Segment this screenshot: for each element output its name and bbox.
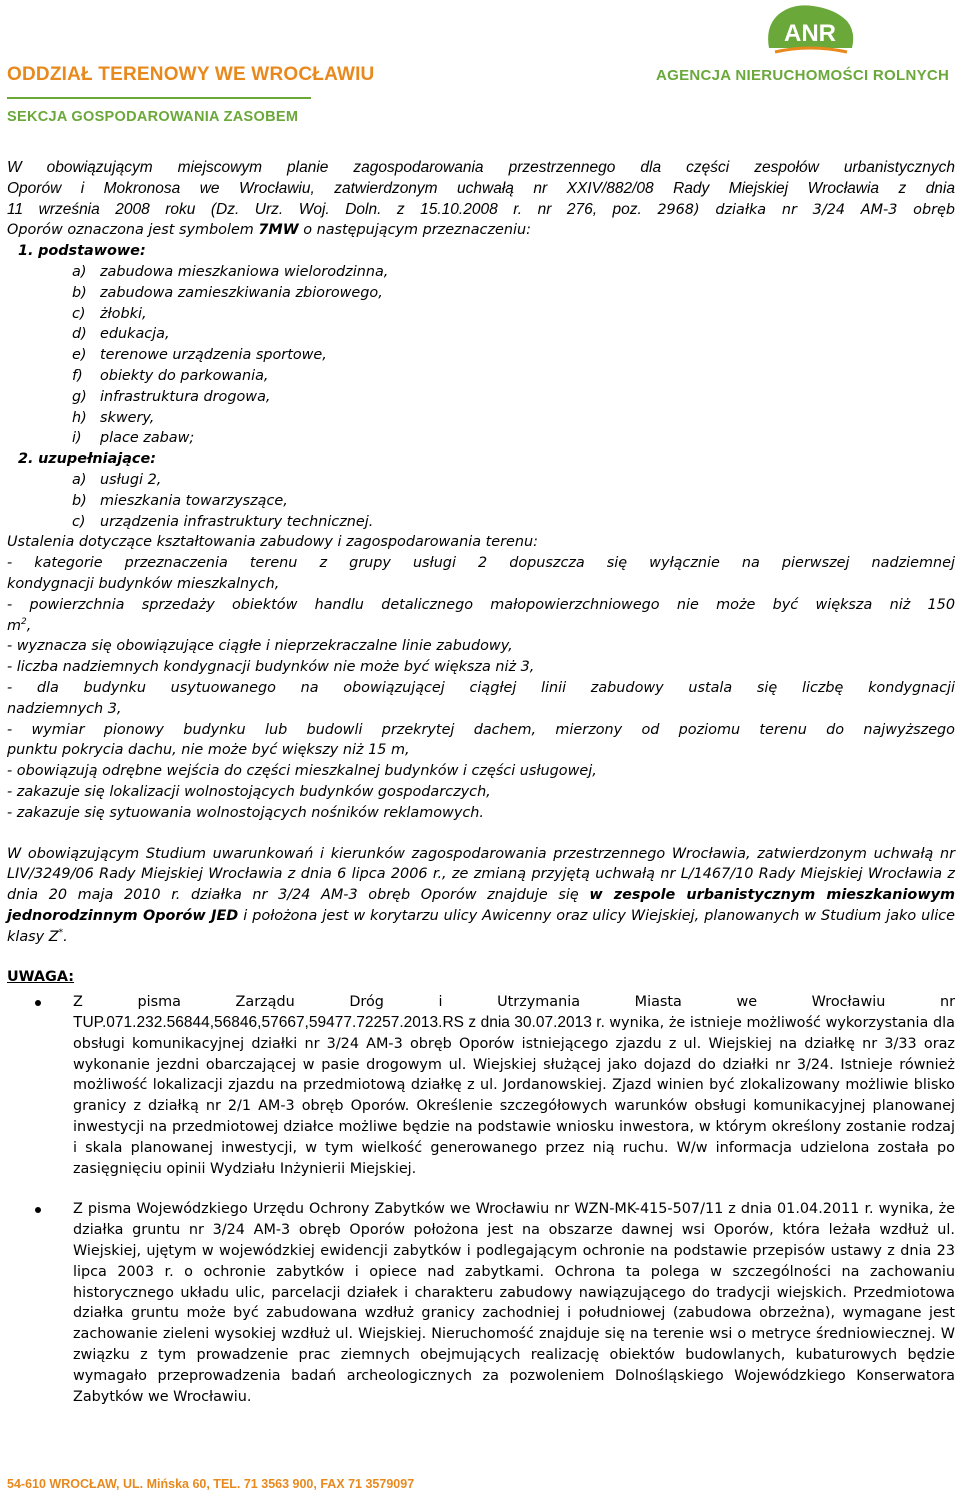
list-item-text: żłobki, — [100, 305, 147, 322]
uwaga-item-monuments — [7, 1199, 955, 1407]
logo-text: ANR — [784, 20, 836, 47]
bullet-icon — [35, 1207, 41, 1213]
list-item-letter: a) — [72, 471, 87, 488]
list-item-text: skwery, — [100, 409, 155, 426]
list-item-letter: b) — [72, 492, 87, 509]
header-left — [7, 64, 374, 125]
list-item — [7, 408, 955, 429]
rule-8: - zakazuje się lokalizacji wolnostojących budynków gospodarczych, — [7, 783, 491, 800]
list-item — [7, 366, 955, 387]
plan-line-3: 11 września 2008 roku (Dz. Urz. Woj. Doln. z 15.10.2008 r. nr 276, poz. 2968) działka nr 3/24 AM-3 obręb — [7, 200, 955, 218]
list-item-text: usługi 2, — [100, 471, 162, 488]
rule-3: - wyznacza się obowiązujące ciągłe i nieprzekraczalne linie zabudowy, — [7, 638, 513, 655]
group-supplementary-heading: 2. uzupełniające: — [18, 451, 156, 468]
list-item — [7, 304, 955, 325]
group-basic-heading: 1. podstawowe: — [18, 243, 146, 260]
rule-1b: kondygnacji budynków mieszkalnych, — [7, 575, 280, 592]
list-item-letter: b) — [72, 284, 87, 301]
studium-paragraph: W obowiązującym Studium uwarunkowań i kierunków zagospodarowania przestrzennego Wrocławia, zatwierdzonym uchwałą nr LIV/3249/06 Rady Miejskiej Wrocławia z dnia 6 lipca 2006 r., ze zmianą przyjętą uchwałą nr L/1467/10 Rady Miejskiej Wrocławia z dnia 20 maja 2010 r. działka nr 3/24 AM-3 obręb Oporów znajduje się w zespole urbanistycznym mieszkaniowym jednorodzinnym Oporów JED i położona jest w korytarzu ulicy Awicenny oraz ulicy Wiejskiej, planowanych w Studium jako ulice klasy Z*. — [7, 845, 956, 945]
document-body — [7, 158, 955, 1407]
list-item-text: zabudowa zamieszkiwania zbiorowego, — [100, 284, 383, 301]
list-item-text: terenowe urządzenia sportowe, — [100, 347, 327, 364]
group-supplementary-list — [7, 470, 955, 532]
list-item-text: mieszkania towarzyszące, — [100, 492, 288, 509]
list-item-letter: d) — [72, 326, 87, 343]
studium-zone: w zespole urbanistycznym mieszkaniowym jednorodzinnym Oporów JED — [7, 887, 955, 924]
list-item-text: place zabaw; — [100, 430, 195, 447]
uwaga-item-roads-text: TUP.071.232.56844,56846,57667,59477.72257.2013.RS z dnia 30.07.2013 r. wynika, że istnieje możliwość wykorzystania dla obsługi komunikacyjnej działki nr 3/24 AM-3 obręb Oporów istniejącego zjazdu z ul. Wiejskiej na działkę nr 3/33 oraz wykonanie jezdni obarczającej w pasie drogowym ul. Wiejskiej służącej jako dojazd do działki nr 3/24. Istnieje również możliwość lokalizacji zjazdu na przedmiotową działkę z ul. Jordanowskiej. Zjazd winien być zlokalizowany możliwie blisko granicy z działką nr 2/1 AM-3 obręb Oporów. Określenie szczegółowych warunków obsługi komunikacyjnej planowanej inwestycji na przedmiotowej działce możliwe będzie na podstawie wniosku inwestora, w którym określony zostanie rodzaj i skala planowanej inwestycji, w tym wielkość generowanego przez nią ruchu. W/w informacja udzielona została po zasięgnięciu opinii Wydziału Inżynierii Miejskiej. — [73, 1014, 955, 1177]
list-item-letter: h) — [72, 409, 87, 426]
uwaga-item-roads-first-line: Z pisma Zarządu Dróg i Utrzymania Miasta we Wrocławiu nr — [73, 994, 955, 1011]
plan-line-1: W obowiązującym miejscowym planie zagospodarowania przestrzennego dla części zespołów urbanistycznych — [7, 159, 955, 176]
rule-1a: - kategorie przeznaczenia terenu z grupy usługi 2 dopuszcza się wyłącznie na pierwszej nadziemnej — [7, 555, 955, 572]
list-item — [7, 283, 955, 304]
uwaga-item-roads — [7, 992, 955, 1179]
footer-address: 54-610 WROCŁAW, UL. Mińska 60, TEL. 71 3563 900, FAX 71 3579097 — [7, 1477, 415, 1491]
list-item-letter: c) — [72, 513, 86, 530]
rule-6a: - wymiar pionowy budynku lub budowli przekrytej dachem, mierzony od poziomu terenu do najwyższego — [7, 721, 955, 738]
bullet-icon — [35, 1000, 41, 1006]
list-item — [7, 345, 955, 366]
list-item-letter: c) — [72, 305, 86, 322]
anr-logo-icon — [763, 4, 857, 62]
rule-7: - obowiązują odrębne wejścia do części mieszkalnej budynków i części usługowej, — [7, 763, 597, 780]
list-item — [7, 387, 955, 408]
rules-intro: Ustalenia dotyczące kształtowania zabudowy i zagospodarowania terenu: — [7, 534, 538, 551]
plan-line-4: Oporów oznaczona jest symbolem 7MW o następującym przeznaczeniu: — [7, 222, 531, 239]
list-item-letter: f) — [72, 367, 83, 384]
list-item — [7, 324, 955, 345]
list-item — [7, 470, 955, 491]
section-title: SEKCJA GOSPODAROWANIA ZASOBEM — [7, 109, 299, 125]
list-item-text: infrastruktura drogowa, — [100, 388, 271, 405]
list-item-letter: e) — [72, 347, 87, 364]
list-item-letter: a) — [72, 263, 87, 280]
list-item — [7, 512, 955, 533]
list-item — [7, 491, 955, 512]
list-item — [7, 428, 955, 449]
list-item-text: urządzenia infrastruktury technicznej. — [100, 513, 374, 530]
list-item-letter: g) — [72, 388, 87, 405]
list-item-text: edukacja, — [100, 326, 170, 343]
department-title: ODDZIAŁ TERENOWY WE WROCŁAWIU — [7, 64, 375, 85]
list-item-text: obiekty do parkowania, — [100, 367, 269, 384]
uwaga-heading: UWAGA: — [7, 969, 75, 986]
zoning-symbol: 7MW — [258, 222, 299, 239]
spacer — [7, 824, 955, 844]
plan-line-2: Oporów i Mokronosa we Wrocławiu, zatwierdzonym uchwałą nr XXIV/882/08 Rady Miejskiej Wrocławia z dnia — [7, 179, 955, 197]
header-divider — [7, 97, 311, 99]
group-basic-list — [7, 262, 955, 449]
rule-4: - liczba nadziemnych kondygnacji budynków nie może być większa niż 3, — [7, 659, 535, 676]
rule-2b: $m^2$, — [7, 616, 32, 634]
agency-name: AGENCJA NIERUCHOMOŚCI ROLNYCH — [656, 67, 950, 84]
list-item-letter: i) — [72, 430, 82, 447]
rule-5a: - dla budynku usytuowanego na obowiązującej ciągłej linii zabudowy ustala się liczbę kondygnacji — [7, 679, 955, 696]
rule-6b: punktu pokrycia dachu, nie może być większy niż 15 m, — [7, 742, 410, 759]
list-item — [7, 262, 955, 283]
rule-5b: nadziemnych 3, — [7, 700, 122, 717]
rule-2a: - powierzchnia sprzedaży obiektów handlu detalicznego małopowierzchniowego nie może być większa niż 150 — [7, 596, 955, 613]
uwaga-item-monuments-text: Z pisma Wojewódzkiego Urzędu Ochrony Zabytków we Wrocławiu nr WZN-MK-415-507/11 z dnia 01.04.2011 r. wynika, że działka gruntu nr 3/24 AM-3 obręb Oporów położona jest na obszarze dawnej wsi Oporów, która leżała wzdłuż ul. Wiejskiej, ujętym w wojewódzkiej ewidencji zabytków i podlegającym ochronie na podstawie przepisów ustawy z dnia 23 lipca 2003 r. o ochronie zabytków i opiece nad zabytkami. Ochrona ta polega w szczególności na zachowaniu historycznego układu ulic, parcelacji działek i charakteru zabudowy nawiązującego do tradycji wiejskich. Przedmiotowa działka gruntu może być zabudowana wzdłuż granicy zachodniej i południowej (zabudowa obrzeżna), wymagane jest zachowanie zieleni wysokiej wzdłuż ul. Wiejskiej. Nieruchomość znajduje się na terenie wsi o metryce średniowiecznej. W związku z tym prowadzenie prac ziemnych obejmujących realizację obiektów budowlanych, kubaturowych będzie wymagało przeprowadzenia badań archeologicznych za pozwoleniem Dolnośląskiego Wojewódzkiego Konserwatora Zabytków we Wrocławiu. — [73, 1201, 955, 1405]
list-item-text: zabudowa mieszkaniowa wielorodzinna, — [100, 263, 389, 280]
rule-9: - zakazuje się sytuowania wolnostojących nośników reklamowych. — [7, 804, 484, 821]
